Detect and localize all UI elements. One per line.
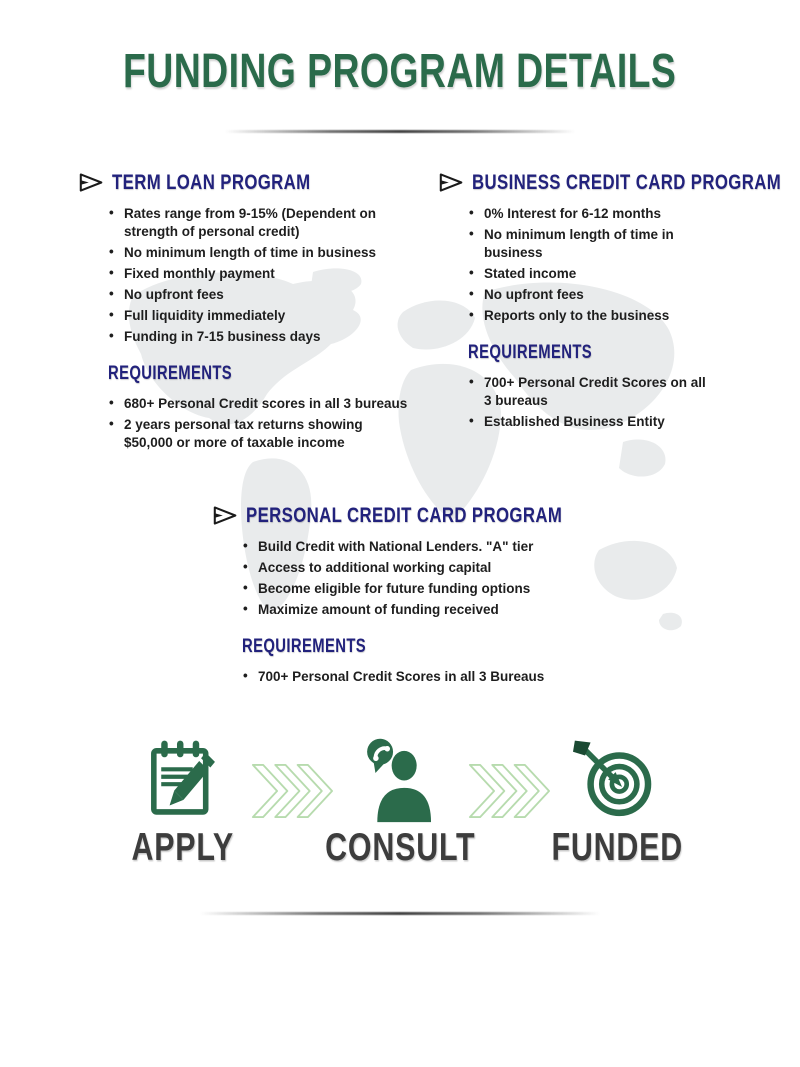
bullet-item: • Full liquidity immediately [108,307,410,325]
bullet-item: • No upfront fees [468,286,675,304]
requirements-list [108,395,408,452]
bullet-item: • 0% Interest for 6-12 months [468,205,675,223]
bullet-item: • Rates range from 9-15% (Dependent on strength of personal credit) [108,205,410,241]
bullet-item: • Become eligible for future funding options [242,580,612,598]
requirements-title: REQUIREMENTS [242,635,367,657]
requirements-title: REQUIREMENTS [468,341,593,363]
flag-arrow-icon [78,170,105,195]
section-business-credit-card-program [438,170,782,434]
step-apply [108,736,258,870]
requirements-list [468,374,710,431]
step-funded [542,736,692,870]
process-steps-row [0,736,800,870]
step-label: FUNDED [551,826,683,869]
bullet-item: • Stated income [468,265,675,283]
section-title: PERSONAL CREDIT CARD PROGRAM [246,503,563,527]
step-label: APPLY [131,826,235,869]
section-heading-row [438,170,782,195]
requirements-list [242,668,612,686]
bullet-item: • No minimum length of time in business [468,226,675,262]
section-heading-row [212,503,632,528]
bullet-item: • Maximize amount of funding received [242,601,612,619]
triple-chevron-right-icon [258,736,325,820]
bullet-item: • 700+ Personal Credit Scores on all 3 bureaus [468,374,710,410]
bullet-item: • No upfront fees [108,286,410,304]
bullet-item: • Established Business Entity [468,413,710,431]
bullet-item: • Access to additional working capital [242,559,612,577]
flag-arrow-icon [438,170,465,195]
section-heading-row [78,170,400,195]
title-divider [225,130,575,133]
bullet-list [242,538,612,619]
bullet-item: • Funding in 7-15 business days [108,328,410,346]
flag-arrow-icon [212,503,239,528]
section-personal-credit-card-program [212,503,632,689]
bullet-item: • No minimum length of time in business [108,244,410,262]
bullet-item: • Build Credit with National Lenders. "A" tier [242,538,612,556]
section-title: TERM LOAN PROGRAM [112,170,311,194]
person-phone-icon [356,736,444,824]
triple-chevron-right-icon [475,736,542,820]
bullet-item: • 680+ Personal Credit scores in all 3 bureaus [108,395,408,413]
requirements-title: REQUIREMENTS [108,362,233,384]
bottom-divider [200,912,600,915]
bullet-list [108,205,410,346]
page-header [0,44,800,99]
target-arrow-icon [573,736,661,824]
bullet-item: • 2 years personal tax returns showing $50,000 or more of taxable income [108,416,408,452]
section-term-loan-program [78,170,408,455]
step-label: CONSULT [324,826,476,869]
bullet-item: • 700+ Personal Credit Scores in all 3 Bureaus [242,668,612,686]
bullet-item: • Reports only to the business [468,307,675,325]
page-title: FUNDING PROGRAM DETAILS [123,45,677,98]
bullet-item: • Fixed monthly payment [108,265,410,283]
bullet-list [468,205,675,325]
section-title: BUSINESS CREDIT CARD PROGRAM [472,170,782,194]
notepad-pencil-icon [139,736,227,824]
step-consult [325,736,475,870]
